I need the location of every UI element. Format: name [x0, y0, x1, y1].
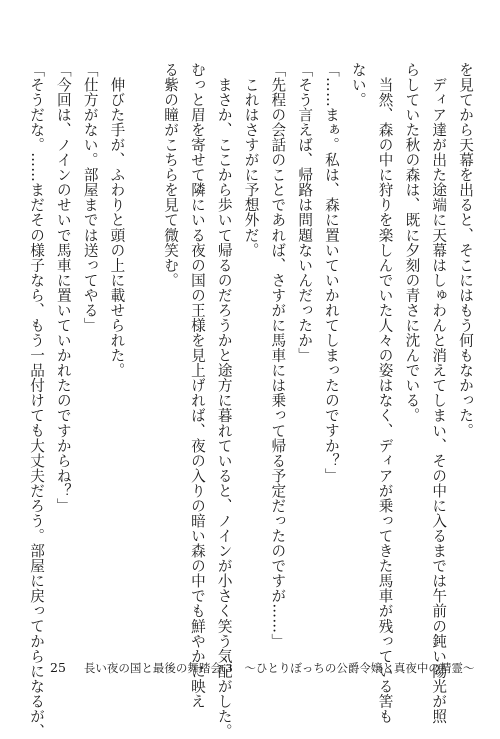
text-line: ない。	[349, 62, 367, 108]
text-line: これはさすがに予想外だ。	[242, 62, 260, 258]
text-line: 当然、森の中に狩りを楽しんでいた人々の姿はなく、ディアが乗ってきた馬車が残っている筈も	[376, 62, 394, 724]
text-line: らしていた秋の森は、既に夕刻の青さに沈んでいる。	[403, 62, 421, 423]
text-line: まさか、ここから歩いて帰るのだろうかと途方に暮れていると、ノインが小さく笑う気配がした。	[215, 62, 233, 739]
running-title: 長い夜の国と最後の舞踏会 3 ～ひとりぼっちの公爵令嬢と真夜中の精霊～	[83, 661, 475, 675]
text-line: 「そう言えば、帰路は問題ないんだったか」	[296, 62, 314, 363]
blank-line	[134, 62, 150, 652]
text-line: る紫の瞳がこちらを見て微笑む。	[162, 62, 180, 288]
text-line: むっと眉を寄せて隣にいる夜の国の王様を見上げれば、夜の入りの暗い森の中でも鮮やかに映え	[188, 62, 206, 709]
text-line: を見てから天幕を出ると、そこにはもう何もなかった。	[457, 62, 474, 438]
page-number: 25	[50, 660, 66, 675]
text-line: ディア達が出た途端に天幕はしゅわんと消えてしまい、その中に入るまでは午前の鈍い陽光が照	[430, 62, 448, 724]
text-line: 「……まぁ。私は、森に置いていかれてしまったのですか？」	[322, 62, 340, 484]
text-line: 「先程の会話のことであれば、さすがに馬車には乗って帰る予定だったのですが……」	[269, 62, 287, 649]
text-line: 伸びた手が、ふわりと頭の上に載せられた。	[108, 62, 126, 378]
page-footer	[50, 660, 474, 676]
text-line: 「そうだな。……まだその様子なら、もう一品付けても大丈夫だろう。部屋に戻ってからになるが、	[28, 62, 45, 739]
text-line: 「今回は、ノインのせいで馬車に置いていかれたのですからね？」	[54, 62, 72, 514]
text-line: 「仕方がない。部屋までは送ってやる」	[81, 62, 99, 333]
